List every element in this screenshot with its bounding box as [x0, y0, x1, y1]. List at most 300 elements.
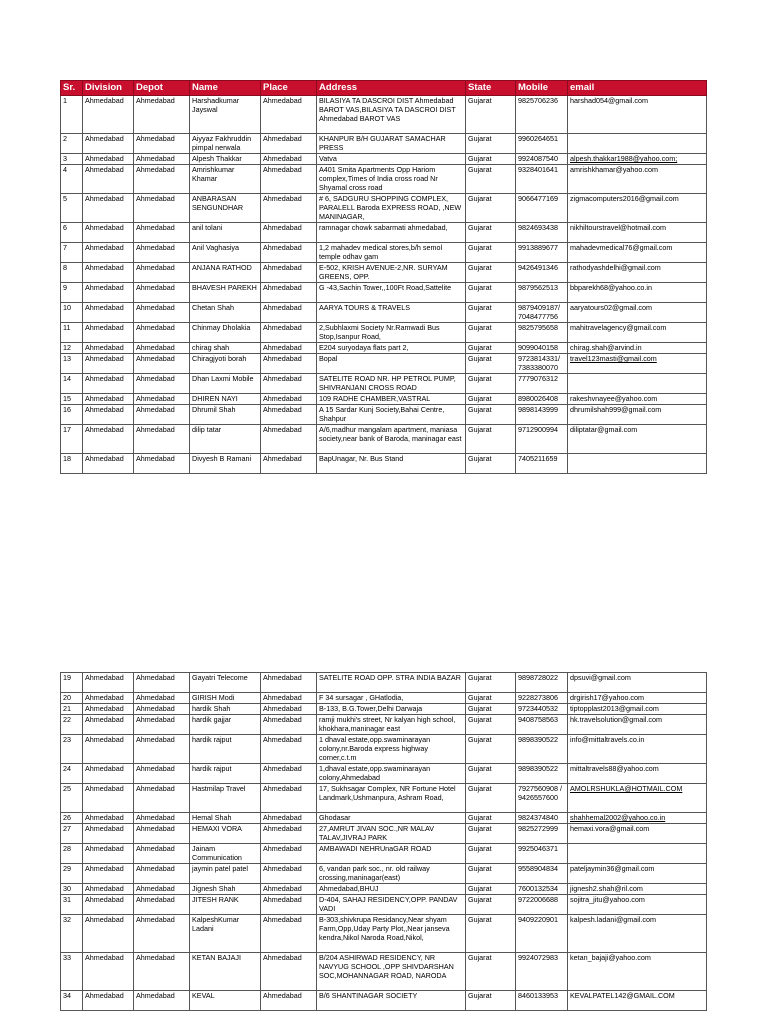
- table-row: [61, 323, 707, 343]
- cell-email[interactable]: nikhiltourstravel@hotmail.com: [568, 223, 707, 243]
- table-row: [61, 263, 707, 283]
- table-row: [61, 844, 707, 864]
- cell-depot: Ahmedabad: [134, 343, 190, 354]
- cell-place: Ahmedabad: [261, 323, 317, 343]
- cell-sr: 5: [61, 194, 83, 223]
- cell-state: Gujarat: [466, 735, 516, 764]
- cell-sr: 15: [61, 394, 83, 405]
- cell-mobile: 9879409187/ 7048477756: [516, 303, 568, 323]
- table-row: [61, 243, 707, 263]
- cell-sr: 17: [61, 425, 83, 454]
- cell-depot: Ahmedabad: [134, 784, 190, 813]
- cell-place: Ahmedabad: [261, 425, 317, 454]
- cell-state: Gujarat: [466, 394, 516, 405]
- table-row: [61, 704, 707, 715]
- cell-name: Dhan Laxmi Mobile: [190, 374, 261, 394]
- cell-name: Hastmilap Travel: [190, 784, 261, 813]
- column-header-depot: Depot: [134, 81, 190, 96]
- cell-place: Ahmedabad: [261, 824, 317, 844]
- cell-depot: Ahmedabad: [134, 991, 190, 1011]
- table-row: [61, 425, 707, 454]
- cell-place: Ahmedabad: [261, 283, 317, 303]
- cell-mobile: 9825795658: [516, 323, 568, 343]
- cell-place: Ahmedabad: [261, 134, 317, 154]
- cell-depot: Ahmedabad: [134, 693, 190, 704]
- cell-division: Ahmedabad: [83, 283, 134, 303]
- cell-mobile: 9924072983: [516, 953, 568, 991]
- cell-email[interactable]: chirag.shah@arvind.in: [568, 343, 707, 354]
- cell-mobile: 9228273806: [516, 693, 568, 704]
- table-row: [61, 394, 707, 405]
- cell-division: Ahmedabad: [83, 735, 134, 764]
- cell-name: hardik Shah: [190, 704, 261, 715]
- column-header-division: Division: [83, 81, 134, 96]
- cell-mobile: 9913889677: [516, 243, 568, 263]
- cell-address: BapUnagar, Nr. Bus Stand: [317, 454, 466, 474]
- cell-state: Gujarat: [466, 154, 516, 165]
- cell-place: Ahmedabad: [261, 374, 317, 394]
- cell-mobile: 9824374840: [516, 813, 568, 824]
- column-header-sr: Sr.: [61, 81, 83, 96]
- cell-email[interactable]: amrishkhamar@yahoo.com: [568, 165, 707, 194]
- cell-email[interactable]: harshad054@gmail.com: [568, 96, 707, 134]
- cell-division: Ahmedabad: [83, 223, 134, 243]
- cell-email[interactable]: rathodyashdelhi@gmail.com: [568, 263, 707, 283]
- cell-place: Ahmedabad: [261, 223, 317, 243]
- cell-place: Ahmedabad: [261, 735, 317, 764]
- cell-mobile: 9898728022: [516, 673, 568, 693]
- cell-state: Gujarat: [466, 303, 516, 323]
- cell-mobile: 9723440532: [516, 704, 568, 715]
- cell-division: Ahmedabad: [83, 96, 134, 134]
- cell-email: [568, 374, 707, 394]
- cell-state: Gujarat: [466, 96, 516, 134]
- cell-place: Ahmedabad: [261, 704, 317, 715]
- cell-place: Ahmedabad: [261, 915, 317, 953]
- cell-state: Gujarat: [466, 784, 516, 813]
- cell-place: Ahmedabad: [261, 405, 317, 425]
- cell-depot: Ahmedabad: [134, 405, 190, 425]
- cell-name: Chetan Shah: [190, 303, 261, 323]
- cell-address: E204 suryodaya flats part 2,: [317, 343, 466, 354]
- cell-address: Bopal: [317, 354, 466, 374]
- table-row: [61, 693, 707, 704]
- cell-name: Jainam Communication: [190, 844, 261, 864]
- cell-email[interactable]: tiptopplast2013@gmail.com: [568, 704, 707, 715]
- table-row: [61, 405, 707, 425]
- column-header-state: State: [466, 81, 516, 96]
- cell-address: 1 dhaval estate,opp.swaminarayan colony,nr.Baroda express highway corner,c.t.m: [317, 735, 466, 764]
- cell-depot: Ahmedabad: [134, 895, 190, 915]
- cell-mobile: 9558904834: [516, 864, 568, 884]
- cell-name: hardik gajjar: [190, 715, 261, 735]
- cell-address: A401 Smita Apartments Opp Hariom complex,Times of India cross road Nr Shyamal cross road: [317, 165, 466, 194]
- cell-place: Ahmedabad: [261, 895, 317, 915]
- cell-mobile: 9722006688: [516, 895, 568, 915]
- cell-sr: 33: [61, 953, 83, 991]
- cell-address: 1,dhaval estate,opp.swaminarayan colony,Ahmedabad: [317, 764, 466, 784]
- cell-mobile: 9898390522: [516, 735, 568, 764]
- cell-sr: 6: [61, 223, 83, 243]
- cell-state: Gujarat: [466, 884, 516, 895]
- cell-mobile: 9408758563: [516, 715, 568, 735]
- cell-sr: 3: [61, 154, 83, 165]
- cell-name: anil tolani: [190, 223, 261, 243]
- cell-division: Ahmedabad: [83, 303, 134, 323]
- cell-name: Chiragjyoti borah: [190, 354, 261, 374]
- cell-email[interactable]: hk.travelsolution@gmail.com: [568, 715, 707, 735]
- cell-email[interactable]: pateljaymin36@gmail.com: [568, 864, 707, 884]
- cell-email[interactable]: mahadevmedical76@gmail.com: [568, 243, 707, 263]
- cell-division: Ahmedabad: [83, 784, 134, 813]
- cell-mobile: 9099040158: [516, 343, 568, 354]
- cell-depot: Ahmedabad: [134, 194, 190, 223]
- cell-email[interactable]: AMOLRSHUKLA@HOTMAIL.COM: [568, 784, 707, 813]
- cell-name: Jignesh Shah: [190, 884, 261, 895]
- cell-name: BHAVESH PAREKH: [190, 283, 261, 303]
- cell-name: jaymin patel patel: [190, 864, 261, 884]
- table-row: [61, 673, 707, 693]
- cell-division: Ahmedabad: [83, 165, 134, 194]
- cell-email: [568, 844, 707, 864]
- cell-name: Gayatri Telecome: [190, 673, 261, 693]
- cell-address: F 34 sursagar , GHatlodia,: [317, 693, 466, 704]
- cell-address: 2,Subhlaxmi Society Nr.Ramwadi Bus Stop,Isanpur Road,: [317, 323, 466, 343]
- cell-email[interactable]: shahhemal2002@yahoo.co.in: [568, 813, 707, 824]
- cell-email[interactable]: aaryatours02@gmail.com: [568, 303, 707, 323]
- cell-name: DHIREN NAYI: [190, 394, 261, 405]
- cell-state: Gujarat: [466, 283, 516, 303]
- cell-email[interactable]: drgirish17@yahoo.com: [568, 693, 707, 704]
- cell-sr: 10: [61, 303, 83, 323]
- cell-place: Ahmedabad: [261, 693, 317, 704]
- cell-address: SATELITE ROAD NR. HP PETROL PUMP, SHIVRANJANI CROSS ROAD: [317, 374, 466, 394]
- cell-sr: 24: [61, 764, 83, 784]
- cell-email[interactable]: alpesh.thakkar1988@yahoo.com;: [568, 154, 707, 165]
- cell-mobile: 7927560908 / 9426557600: [516, 784, 568, 813]
- column-header-place: Place: [261, 81, 317, 96]
- cell-state: Gujarat: [466, 673, 516, 693]
- cell-email[interactable]: info@mittaltravels.co.in: [568, 735, 707, 764]
- table-row: [61, 884, 707, 895]
- cell-division: Ahmedabad: [83, 991, 134, 1011]
- cell-state: Gujarat: [466, 764, 516, 784]
- cell-address: G -43,Sachin Tower,,100Ft Road,Sattelite: [317, 283, 466, 303]
- cell-mobile: 9960264651: [516, 134, 568, 154]
- cell-name: Dhrumil Shah: [190, 405, 261, 425]
- cell-address: B-133, B.G.Tower,Delhi Darwaja: [317, 704, 466, 715]
- cell-name: Harshadkumar Jayswal: [190, 96, 261, 134]
- cell-division: Ahmedabad: [83, 704, 134, 715]
- column-header-address: Address: [317, 81, 466, 96]
- cell-address: ramji mukhi's street, Nr kalyan high school, khokhara,maninagar east: [317, 715, 466, 735]
- table-row: [61, 454, 707, 474]
- cell-email[interactable]: dhrumilshah999@gmail.com: [568, 405, 707, 425]
- cell-name: dilip tatar: [190, 425, 261, 454]
- cell-sr: 22: [61, 715, 83, 735]
- cell-email[interactable]: sojitra_jitu@yahoo.com: [568, 895, 707, 915]
- cell-address: E-502, KRISH AVENUE-2,NR. SURYAM GREENS, OPP.: [317, 263, 466, 283]
- column-header-email: email: [568, 81, 707, 96]
- cell-name: Amrishkumar Khamar: [190, 165, 261, 194]
- cell-depot: Ahmedabad: [134, 303, 190, 323]
- cell-division: Ahmedabad: [83, 454, 134, 474]
- table-body-page-2: [61, 673, 707, 1011]
- cell-state: Gujarat: [466, 704, 516, 715]
- cell-name: GIRISH Modi: [190, 693, 261, 704]
- cell-depot: Ahmedabad: [134, 673, 190, 693]
- cell-name: KEVAL: [190, 991, 261, 1011]
- cell-place: Ahmedabad: [261, 343, 317, 354]
- cell-state: Gujarat: [466, 844, 516, 864]
- cell-depot: Ahmedabad: [134, 884, 190, 895]
- cell-state: Gujarat: [466, 991, 516, 1011]
- cell-name: Chinmay Dholakia: [190, 323, 261, 343]
- cell-address: Ghodasar: [317, 813, 466, 824]
- cell-place: Ahmedabad: [261, 864, 317, 884]
- cell-mobile: 9825272999: [516, 824, 568, 844]
- cell-depot: Ahmedabad: [134, 824, 190, 844]
- cell-sr: 21: [61, 704, 83, 715]
- cell-place: Ahmedabad: [261, 673, 317, 693]
- cell-address: 17, Sukhsagar Complex, NR Fortune Hotel Landmark,Ushmanpura, Ashram Road,: [317, 784, 466, 813]
- cell-depot: Ahmedabad: [134, 864, 190, 884]
- cell-sr: 11: [61, 323, 83, 343]
- cell-name: Aiyyaz Fakhruddin pimpal nerwala: [190, 134, 261, 154]
- cell-email[interactable]: mittaltravels88@yahoo.com: [568, 764, 707, 784]
- cell-division: Ahmedabad: [83, 895, 134, 915]
- cell-email[interactable]: diliptatar@gmail.com: [568, 425, 707, 454]
- cell-place: Ahmedabad: [261, 303, 317, 323]
- cell-state: Gujarat: [466, 953, 516, 991]
- cell-sr: 18: [61, 454, 83, 474]
- cell-address: 6, vandan park soc., nr. old railway crossing,maninagar(east): [317, 864, 466, 884]
- cell-address: A/6,madhur mangalam apartment, maniasa society,near bank of Baroda, maninagar east: [317, 425, 466, 454]
- table-row: [61, 165, 707, 194]
- cell-email[interactable]: kalpesh.ladani@gmail.com: [568, 915, 707, 953]
- table-row: [61, 813, 707, 824]
- column-header-mobile: Mobile: [516, 81, 568, 96]
- cell-division: Ahmedabad: [83, 693, 134, 704]
- cell-name: Alpesh Thakkar: [190, 154, 261, 165]
- cell-place: Ahmedabad: [261, 784, 317, 813]
- cell-mobile: 9879562513: [516, 283, 568, 303]
- table-row: [61, 824, 707, 844]
- cell-division: Ahmedabad: [83, 915, 134, 953]
- table-row: [61, 96, 707, 134]
- table-row: [61, 374, 707, 394]
- cell-state: Gujarat: [466, 134, 516, 154]
- cell-address: SATELITE ROAD OPP. STRA INDIA BAZAR: [317, 673, 466, 693]
- cell-sr: 26: [61, 813, 83, 824]
- cell-state: Gujarat: [466, 454, 516, 474]
- cell-sr: 8: [61, 263, 83, 283]
- cell-mobile: 9925046371: [516, 844, 568, 864]
- cell-depot: Ahmedabad: [134, 283, 190, 303]
- cell-state: Gujarat: [466, 693, 516, 704]
- table-row: [61, 764, 707, 784]
- cell-place: Ahmedabad: [261, 154, 317, 165]
- cell-sr: 14: [61, 374, 83, 394]
- cell-division: Ahmedabad: [83, 343, 134, 354]
- cell-sr: 23: [61, 735, 83, 764]
- cell-state: Gujarat: [466, 405, 516, 425]
- cell-division: Ahmedabad: [83, 673, 134, 693]
- cell-email[interactable]: zigmacomputers2016@gmail.com: [568, 194, 707, 223]
- cell-mobile: 9825706236: [516, 96, 568, 134]
- cell-place: Ahmedabad: [261, 764, 317, 784]
- cell-name: hardik rajput: [190, 735, 261, 764]
- cell-depot: Ahmedabad: [134, 844, 190, 864]
- cell-division: Ahmedabad: [83, 243, 134, 263]
- column-header-name: Name: [190, 81, 261, 96]
- cell-email[interactable]: ketan_bajaji@yahoo.com: [568, 953, 707, 991]
- cell-email[interactable]: hemaxi.vora@gmail.com: [568, 824, 707, 844]
- cell-mobile: 7779076312: [516, 374, 568, 394]
- cell-name: ANJANA RATHOD: [190, 263, 261, 283]
- cell-place: Ahmedabad: [261, 96, 317, 134]
- cell-address: ramnagar chowk sabarmati ahmedabad,: [317, 223, 466, 243]
- cell-address: BILASIYA TA DASCROI DIST Ahmedabad BAROT VAS,BILASIYA TA DASCROI DIST Ahmedabad BAROT VAS: [317, 96, 466, 134]
- cell-state: Gujarat: [466, 374, 516, 394]
- table-row: [61, 154, 707, 165]
- cell-depot: Ahmedabad: [134, 165, 190, 194]
- cell-address: # 6, SADGURU SHOPPING COMPLEX, PARALELL Baroda EXPRESS ROAD, ,NEW MANINAGAR,: [317, 194, 466, 223]
- cell-depot: Ahmedabad: [134, 915, 190, 953]
- cell-mobile: 9723814331/ 7383380070: [516, 354, 568, 374]
- table-row: [61, 134, 707, 154]
- cell-sr: 27: [61, 824, 83, 844]
- cell-state: Gujarat: [466, 895, 516, 915]
- cell-division: Ahmedabad: [83, 824, 134, 844]
- table-row: [61, 784, 707, 813]
- cell-division: Ahmedabad: [83, 813, 134, 824]
- cell-depot: Ahmedabad: [134, 96, 190, 134]
- table-row: [61, 354, 707, 374]
- cell-sr: 16: [61, 405, 83, 425]
- cell-mobile: 9066477169: [516, 194, 568, 223]
- cell-depot: Ahmedabad: [134, 243, 190, 263]
- cell-sr: 31: [61, 895, 83, 915]
- table-row: [61, 864, 707, 884]
- cell-address: AMBAWADI NEHRUnaGAR ROAD: [317, 844, 466, 864]
- cell-division: Ahmedabad: [83, 844, 134, 864]
- cell-name: KalpeshKumar Ladani: [190, 915, 261, 953]
- cell-sr: 28: [61, 844, 83, 864]
- cell-sr: 19: [61, 673, 83, 693]
- cell-place: Ahmedabad: [261, 715, 317, 735]
- cell-sr: 7: [61, 243, 83, 263]
- cell-name: Hemal Shah: [190, 813, 261, 824]
- cell-state: Gujarat: [466, 354, 516, 374]
- table-row: [61, 343, 707, 354]
- cell-state: Gujarat: [466, 343, 516, 354]
- cell-sr: 25: [61, 784, 83, 813]
- cell-depot: Ahmedabad: [134, 813, 190, 824]
- cell-mobile: 9426491346: [516, 263, 568, 283]
- cell-mobile: 9328401641: [516, 165, 568, 194]
- cell-depot: Ahmedabad: [134, 263, 190, 283]
- cell-division: Ahmedabad: [83, 374, 134, 394]
- cell-email[interactable]: KEVALPATEL142@GMAIL.COM: [568, 991, 707, 1011]
- cell-sr: 30: [61, 884, 83, 895]
- cell-division: Ahmedabad: [83, 405, 134, 425]
- table-row: [61, 223, 707, 243]
- cell-depot: Ahmedabad: [134, 735, 190, 764]
- cell-address: 1,2 mahadev medical stores,b/h semol temple odhav gam: [317, 243, 466, 263]
- cell-place: Ahmedabad: [261, 394, 317, 405]
- cell-name: HEMAXI VORA: [190, 824, 261, 844]
- cell-division: Ahmedabad: [83, 864, 134, 884]
- cell-email[interactable]: jignesh2.shah@ril.com: [568, 884, 707, 895]
- cell-state: Gujarat: [466, 323, 516, 343]
- cell-depot: Ahmedabad: [134, 354, 190, 374]
- cell-state: Gujarat: [466, 715, 516, 735]
- cell-state: Gujarat: [466, 425, 516, 454]
- cell-mobile: 9824693438: [516, 223, 568, 243]
- table-row: [61, 283, 707, 303]
- cell-address: B/204 ASHIRWAD RESIDENCY, NR NAVYUG SCHOOL ,OPP SHIVDARSHAN SOC,MOHANNAGAR ROAD, NARODA: [317, 953, 466, 991]
- cell-place: Ahmedabad: [261, 844, 317, 864]
- cell-mobile: 7600132534: [516, 884, 568, 895]
- cell-address: B/6 SHANTINAGAR SOCIETY: [317, 991, 466, 1011]
- cell-email[interactable]: mahitravelagency@gmail.com: [568, 323, 707, 343]
- cell-email[interactable]: travel123masti@gmail.com: [568, 354, 707, 374]
- contact-table-page-1: [60, 80, 707, 474]
- table-row: [61, 194, 707, 223]
- cell-address: Ahmedabad,BHUJ: [317, 884, 466, 895]
- contact-table-page-2: [60, 672, 707, 1011]
- cell-sr: 4: [61, 165, 83, 194]
- cell-sr: 34: [61, 991, 83, 1011]
- cell-sr: 12: [61, 343, 83, 354]
- cell-mobile: 9924087540: [516, 154, 568, 165]
- cell-depot: Ahmedabad: [134, 223, 190, 243]
- table-row: [61, 953, 707, 991]
- cell-address: KHANPUR B/H GUJARAT SAMACHAR PRESS: [317, 134, 466, 154]
- cell-sr: 29: [61, 864, 83, 884]
- cell-place: Ahmedabad: [261, 243, 317, 263]
- cell-email[interactable]: rakeshvnayee@yahoo.com: [568, 394, 707, 405]
- cell-state: Gujarat: [466, 263, 516, 283]
- table-row: [61, 915, 707, 953]
- cell-mobile: 7405211659: [516, 454, 568, 474]
- cell-depot: Ahmedabad: [134, 454, 190, 474]
- cell-email[interactable]: dpsuvi@gmail.com: [568, 673, 707, 693]
- cell-name: KETAN BAJAJI: [190, 953, 261, 991]
- cell-address: 27,AMRUT JIVAN SOC.,NR MALAV TALAV,JIVRAJ PARK: [317, 824, 466, 844]
- cell-sr: 32: [61, 915, 83, 953]
- cell-state: Gujarat: [466, 165, 516, 194]
- cell-place: Ahmedabad: [261, 953, 317, 991]
- cell-depot: Ahmedabad: [134, 953, 190, 991]
- cell-sr: 20: [61, 693, 83, 704]
- cell-sr: 13: [61, 354, 83, 374]
- cell-division: Ahmedabad: [83, 764, 134, 784]
- cell-division: Ahmedabad: [83, 134, 134, 154]
- cell-division: Ahmedabad: [83, 154, 134, 165]
- cell-address: D-404, SAHAJ RESIDENCY,OPP. PANDAV VADI: [317, 895, 466, 915]
- cell-mobile: 9409220901: [516, 915, 568, 953]
- cell-address: AARYA TOURS & TRAVELS: [317, 303, 466, 323]
- cell-email: [568, 454, 707, 474]
- table-header-row: [61, 81, 707, 96]
- cell-email[interactable]: bbparekh68@yahoo.co.in: [568, 283, 707, 303]
- cell-sr: 1: [61, 96, 83, 134]
- cell-depot: Ahmedabad: [134, 154, 190, 165]
- cell-place: Ahmedabad: [261, 165, 317, 194]
- cell-depot: Ahmedabad: [134, 764, 190, 784]
